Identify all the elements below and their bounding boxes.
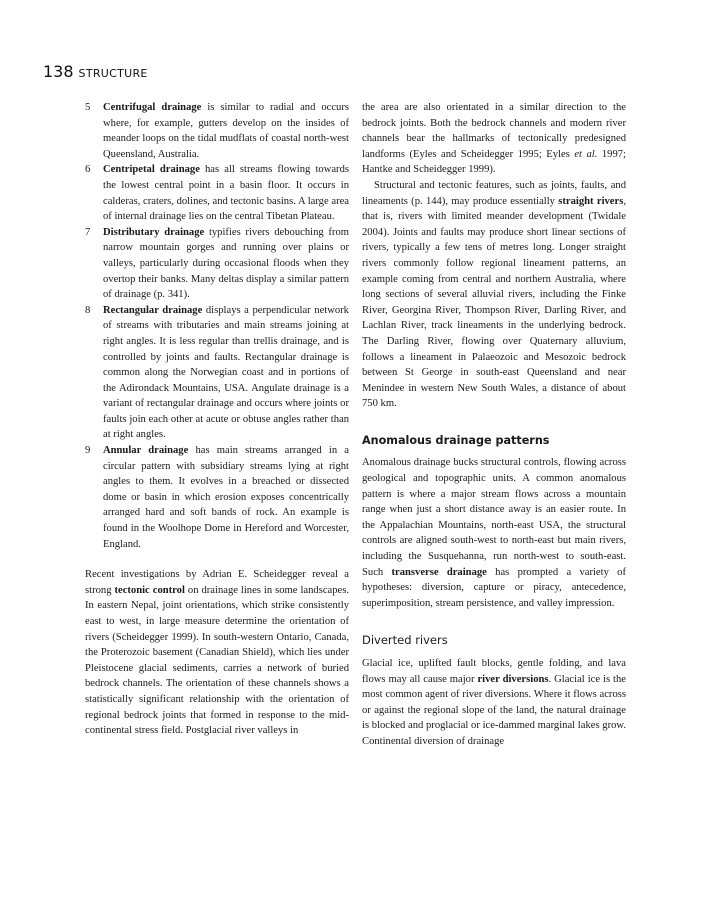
key-term: tectonic control xyxy=(114,584,185,596)
list-term: Distributary drainage xyxy=(103,226,205,238)
list-term: Centripetal drainage xyxy=(103,164,200,176)
key-term: transverse drainage xyxy=(391,566,487,578)
list-item xyxy=(85,443,349,552)
paragraph-spacer xyxy=(85,552,349,567)
list-number: 5 xyxy=(85,102,91,113)
body-paragraph: the area are also orientated in a similar direction to the bedrock joints. Both the bedrock channels and modern river channels bear the hallmarks of tectonically predesigned landforms (Eyles and Scheidegger 1995; Eyles et al. 1997; Hantke and Scheidegger 1999). xyxy=(362,102,627,176)
right-column xyxy=(362,100,626,750)
body-paragraph: Anomalous drainage bucks structural controls, flowing across geological and topographic units. A common anomalous pattern is where a major stream flows across a mountain range when just a short distance away is an easier route. In the Appalachian Mountains, north-east USA, the structural controls are aligned south-west to north-east but main rivers, including the Susquehanna, run north-west to south-east. Such transverse drainage has prompted a variety of hypotheses: diversion, capture or piracy, antecedence, superimposition, stream persistence, and valley impression. xyxy=(362,457,626,609)
list-number: 8 xyxy=(85,304,91,316)
drainage-list xyxy=(85,100,349,552)
body-paragraph: Glacial ice, uplifted fault blocks, gentle folding, and lava flows may all cause major river diversions. Glacial ice is the most common agent of river diversions. Where it flows across or against the regional slope of the land, the natural drainage is blocked and proglacial or ice-dammed marginal lakes grow. Continental diversion of drainage xyxy=(362,658,626,747)
list-item xyxy=(85,162,349,224)
list-item xyxy=(85,100,349,162)
list-number: 7 xyxy=(85,226,91,238)
section-heading: Anomalous drainage patterns xyxy=(362,433,550,447)
list-item xyxy=(85,303,349,443)
key-term: straight rivers xyxy=(558,195,624,207)
body-paragraph: Structural and tectonic features, such as joints, faults, and lineaments (p. 144), may produce essentially straight rivers, that is, rivers with limited meander development (Twidale 2004). Joints and faults may produce short linear sections of rivers, typically a few tens of metres long. Longer straight rivers commonly follow regional lineament patterns, an example coming from central and northern Australia, where long sections of several alluvial rivers, including the Finke River, Georgina River, Thompson River, Darling River, and Lachlan River, track lineaments in the underlying bedrock. The Darling River, flowing over Quaternary alluvium, follows a lineament in Palaeozoic and Mesozoic bedrock between St George in south-east Queensland and near Menindee in western New South Wales, a distance of about 750 km. xyxy=(362,179,626,410)
body-paragraph: Recent investigations by Adrian E. Scheidegger reveal a strong tectonic control on drainage lines in some landscapes. In eastern Nepal, joint orientations, which strike consistently east to west, in large measure determine the orientation of rivers (Scheidegger 1999). In south-western Ontario, Canada, the Proterozoic basement (Canadian Shield), which lies under Pleistocene glacial sediments, carries a network of buried bedrock channels. The orientation of these channels shows a statistically significant relationship with the orientation of regional bedrock joints that formed in response to the mid-continental stress field. Postglacial river valleys in xyxy=(85,569,349,737)
list-number: 9 xyxy=(85,445,91,457)
list-text: Annular drainage has main streams arranged in a circular pattern with subsidiary streams lying at right angles to them. It evolves in a breached or dissected dome or basin in which erosion exposes concentrically arranged hard and soft bands of rock. An example is found in the Woolhope Dome in Hereford and Worcester, England. xyxy=(103,445,349,550)
subsection-heading: Diverted rivers xyxy=(362,633,448,648)
page-number: 138 xyxy=(43,62,74,81)
running-title: STRUCTURE xyxy=(78,67,148,80)
left-column xyxy=(85,100,349,739)
list-text: Centripetal drainage has all streams flowing towards the lowest central point in a basin floor. It occurs in calderas, craters, dolines, and tectonic basins. A large area of internal drainage lies on the central Tibetan Plateau. xyxy=(103,164,349,223)
list-term: Annular drainage xyxy=(103,445,189,457)
list-text: Centrifugal drainage is similar to radial and occurs where, for example, gutters develop on the insides of meander loops on the tidal mudflats of coastal north-west Queensland, Australia. xyxy=(103,102,349,160)
list-number: 6 xyxy=(85,164,91,176)
list-term: Rectangular drainage xyxy=(103,304,203,316)
list-term: Centrifugal drainage xyxy=(103,102,202,113)
page-header xyxy=(43,62,148,82)
list-text: Rectangular drainage displays a perpendicular network of streams with tributaries and main streams joining at right angles. It is less regular than trellis drainage, and is controlled by joints and faults. Rectangular drainage is common along the Norwegian coast and in portions of the Adirondack Mountains, USA. Angulate drainage is a variant of rectangular drainage and occurs where joints or faults join each other at acute or obtuse angles rather than at right angles. xyxy=(103,304,349,441)
citation-italic: et al. xyxy=(574,148,598,160)
key-term: river diversions xyxy=(477,673,549,685)
list-text: Distributary drainage typifies rivers debouching from narrow mountain gorges and running over plains or valleys, particularly during occasional floods when they overtop their banks. Many deltas display a similar pattern of drainage (p. 341). xyxy=(103,226,349,301)
list-item xyxy=(85,225,349,303)
